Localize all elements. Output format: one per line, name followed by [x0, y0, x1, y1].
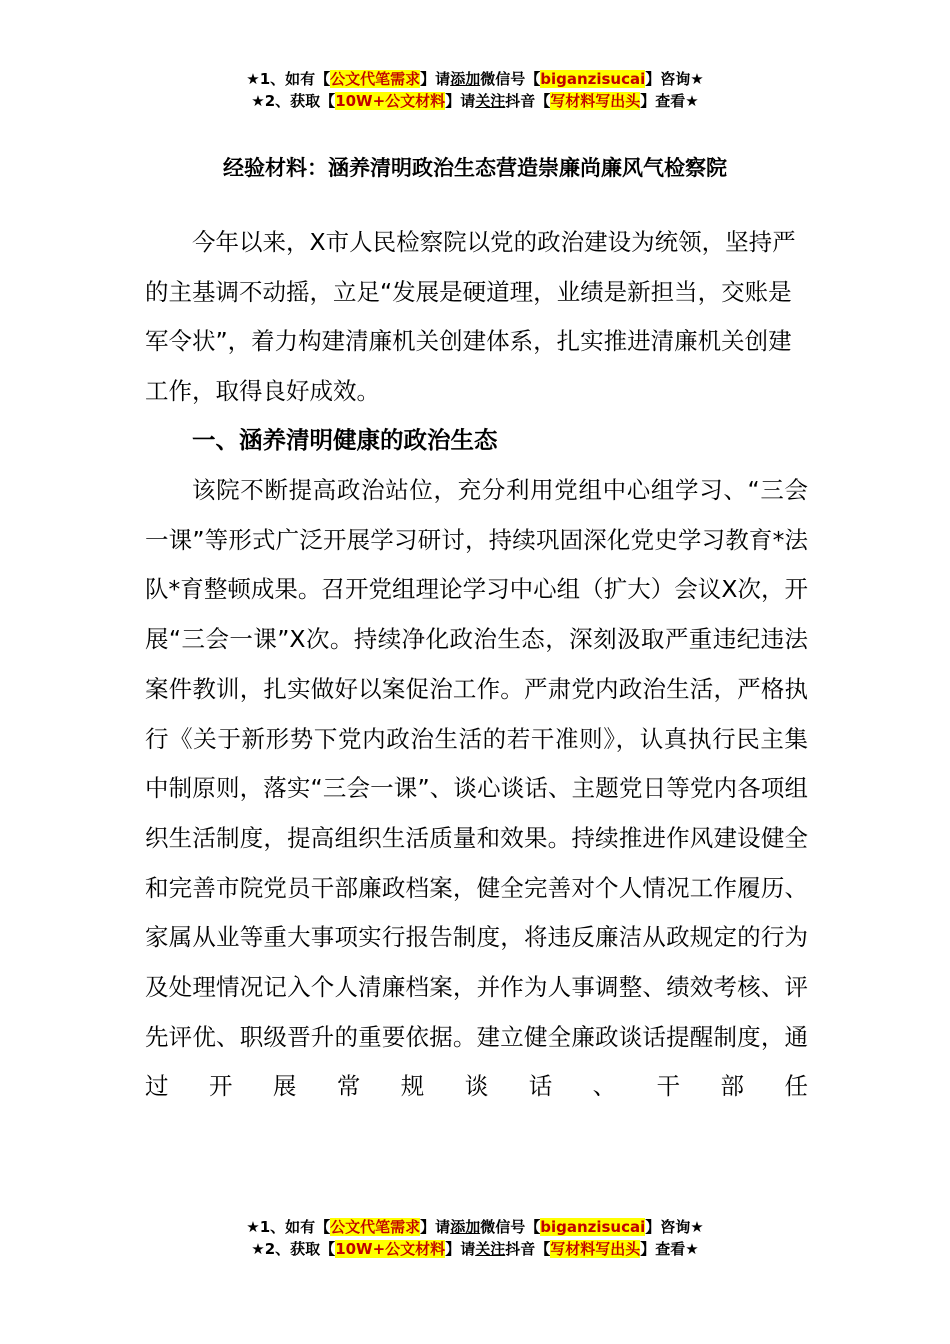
- banner-line-1: [0, 1216, 950, 1238]
- banner-underline: 添加: [450, 70, 481, 88]
- section-heading: 一、涵养清明健康的政治生态: [192, 426, 498, 454]
- banner-highlight: 公文代笔需求: [330, 1218, 421, 1236]
- paragraph: 今年以来，X市人民检察院以党的政治建设为统领，坚持严的主基调不动摇，立足“发展是硬道理，业绩是新担当，交账是军令状”，着力构建清廉机关创建体系，扎实推进清廉机关创建工作，取得良好成效。: [145, 228, 796, 406]
- paragraph: 该院不断提高政治站位，充分利用党组中心组学习、“三会一课”等形式广泛开展学习研讨，持续巩固深化党史学习教育*法队*育整顿成果。召开党组理论学习中心组（扩大）会议X次，开展“三会一课”X次。持续净化政治生态，深刻汲取严重违纪违法案件教训，扎实做好以案促治工作。严肃党内政治生活，严格执行《关于新形势下党内政治生活的若干准则》，认真执行民主集中制原则，落实“三会一课”、谈心谈话、主题党日等党内各项组织生活制度，提高组织生活质量和效果。持续推进作风建设健全和完善市院党员干部廉政档案，健全完善对个人情况工作履历、家属从业等重大事项实行报告制度，将违反廉洁从政规定的行为及处理情况记入个人清廉档案，并作为人事调整、绩效考核、评先评优、职级晋升的重要依据。建立健全廉政谈话提醒制度，通过开展常规谈话、干部任: [145, 476, 808, 1101]
- banner-highlight: 公文代笔需求: [330, 70, 421, 88]
- banner-text: 】查看★: [640, 1240, 699, 1258]
- banner-text: 】请: [445, 1240, 476, 1258]
- banner-line-1: [0, 68, 950, 90]
- banner-text: ★1、如有【: [246, 70, 331, 88]
- banner-text: 】请: [420, 1218, 451, 1236]
- header-banner: [0, 68, 950, 112]
- banner-highlight: 写材料写出头: [550, 92, 641, 110]
- banner-text: ★2、获取【: [251, 1240, 336, 1258]
- footer-banner: [0, 1216, 950, 1260]
- banner-text: 】咨询★: [645, 70, 704, 88]
- banner-highlight: 10W+公文材料: [335, 92, 446, 110]
- banner-text: 抖音【: [505, 92, 551, 110]
- banner-underline: 关注: [475, 1240, 506, 1258]
- banner-highlight: biganzisucai: [540, 1218, 646, 1236]
- banner-highlight: 写材料写出头: [550, 1240, 641, 1258]
- banner-text: 】请: [445, 92, 476, 110]
- banner-text: 】查看★: [640, 92, 699, 110]
- banner-line-2: [0, 1238, 950, 1260]
- document-title: 经验材料：涵养清明政治生态营造崇廉尚廉风气检察院: [223, 156, 727, 180]
- banner-text: 抖音【: [505, 1240, 551, 1258]
- banner-text: ★2、获取【: [251, 92, 336, 110]
- banner-text: 微信号【: [480, 1218, 541, 1236]
- banner-highlight: biganzisucai: [540, 70, 646, 88]
- banner-text: 微信号【: [480, 70, 541, 88]
- banner-underline: 添加: [450, 1218, 481, 1236]
- banner-underline: 关注: [475, 92, 506, 110]
- banner-text: 】咨询★: [645, 1218, 704, 1236]
- banner-text: 】请: [420, 70, 451, 88]
- banner-text: ★1、如有【: [246, 1218, 331, 1236]
- banner-highlight: 10W+公文材料: [335, 1240, 446, 1258]
- banner-line-2: [0, 90, 950, 112]
